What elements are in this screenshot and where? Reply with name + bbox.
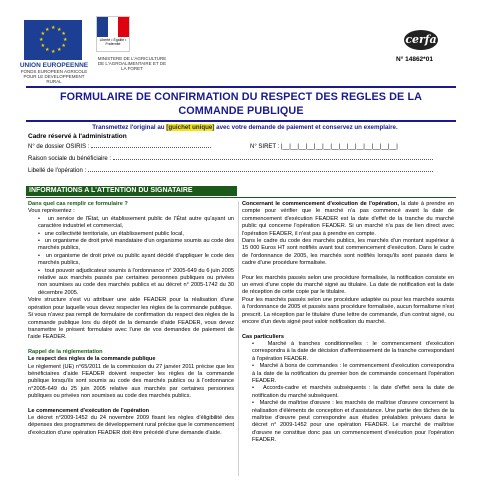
admin-reserved-box [28,133,456,181]
transmit-instruction [30,124,460,131]
guichet-unique-highlight: [guichet unique] [166,124,215,131]
eu-label-block [18,62,90,84]
list-item: • une collectivité territoriale, un établissement public local, [38,230,184,237]
eu-star-icon: ★ [51,49,56,55]
siret-boxes[interactable]: |__|__|__|__|__|__|__|__|__|__|__|__|__|__| [280,144,398,150]
rappel-heading: Rappel de la réglementation [28,348,103,355]
dossier-label: N° de dossier OSIRIS : [28,144,92,150]
ministry-label: MINISTERE DE L'AGRICULTURE DE L'AGROALIMENTAIRE ET DE LA FORET [97,56,167,71]
info-section-heading: INFORMATIONS A L'ATTENTION DU SIGNATAIRE [26,186,237,196]
info-section-rule [26,197,456,198]
admin-heading: Cadre réservé à l'administration [28,133,127,140]
siret-label: N° SIRET : [250,144,281,150]
list-item: • tout pouvoir adjudicateur soumis à l'ordonnance n° 2005-649 du 6 juin 2005 relative aux marchés passés par certaines personnes publiques ou privées non soumises au code des marchés publics et au décret n° 2005-1742 du 30 décembre 2005. [38,267,234,296]
list-item: • un organisme de droit privé mandataire d'un organisme soumis au code des marchés publics, [38,238,234,252]
question-heading: Dans quel cas remplir ce formulaire ? [28,201,128,207]
title-rule-bottom [26,120,456,122]
list-item: • un organisme de droit privé ou public ayant décidé d'appliquer le code des marchés publics, [38,252,234,267]
paragraph: Concernant le commencement d'exécution de l'opération, la date à prendre en compte pour vérifier que le marché n'a pas commencé avant la date de commencement d'exécution FEADER est la date d'effet de la tranche du marché public qui concerne l'opération FEADER. Si un marché n'a pas de lien direct avec l'opération FEADER, il n'est pas à prendre en compte. [242,201,454,237]
eu-star-icon: ★ [61,43,66,49]
raison-field[interactable] [113,159,433,160]
vous-representez: Vous représentez : [28,208,75,215]
dossier-line [28,144,211,150]
cerfa-logo: cerfa [404,30,438,50]
eu-star-icon: ★ [39,37,44,43]
siret-line [250,144,398,150]
paragraph: Dans le cadre du code des marchés publics, les marchés d'un montant supérieur à 15 000 Euros HT sont notifiés avant tout commencement d'exécution. Dans le cadre de l'ordonnance de 2005, les marchés sont notifiés lorsqu'ils sont passés dans le cadre d'une procédure formalisée. [242,238,454,267]
respect-subheading: Le respect des règles de la commande publique [28,356,156,363]
paragraph: Pour les marchés passés selon une procédure adaptée ou pour les marchés soumis à l'ordonnance de 2005 et passés sans procédure formalisée, aucun formalisme n'est prescrit. La réception par le titulaire d'une lettre de commande, d'un contrat signé, ou encore d'un devis signé peut valoir notification du marché. [242,296,454,326]
info-left-column [28,201,234,437]
dossier-field[interactable] [91,147,211,148]
paragraph: Votre structure s'est vu attribuer une aide FEADER pour la réalisation d'une opération pour laquelle vous devez respecter les règles de la commande publique. [28,297,234,311]
paragraph: Si vous n'avez pas rempli de formulaire de confirmation du respect des règles de la commande publique lors du dépôt de la demande d'aide FEADER, vous devez transmettre le présent formulaire avec l'une de vos demandes de paiement de l'aide FEADER. [28,312,234,341]
eu-star-icon: ★ [61,31,66,37]
eu-star-icon: ★ [51,25,56,31]
title-rule-top [26,86,456,88]
eu-star-icon: ★ [40,31,46,37]
commencement-subheading: Le commencement d'exécution de l'opération [28,407,150,414]
republique-francaise-logo [96,16,130,52]
list-item: • Marché de maîtrise d'œuvre : les marchés de maîtrise d'œuvre concernent la réalisation d'éléments de conception et d'assistance. Une partie des tâches de la maîtrise d'œuvre peut correspondre aux études préalables prévues dans le décret n° 2009-1452 pour une opération FEADER. Le marché de maîtrise d'œuvre ne constitue donc pas un commencement d'exécution pour l'opération FEADER. [252,400,454,444]
cerfa-number: N° 14862*01 [396,56,433,63]
info-right-column [242,201,454,445]
transmit-pre: Transmettez l'original au [92,124,167,131]
list-item: • Marché à bons de commandes : le commencement d'exécution correspondra à la date de la notification du premier bon de commande concernant l'opération FEADER. [252,363,454,384]
transmit-post: avec votre demande de paiement et conservez un exemplaire. [214,124,398,131]
column-separator [238,201,239,476]
eu-flag-logo [24,20,82,60]
eu-star-icon: ★ [57,47,62,54]
rf-motto: Liberté • Égalité • Fraternité [99,38,127,46]
eu-star-icon: ★ [45,26,50,33]
libelle-label: Libellé de l'opération : [28,168,88,174]
paragraph: Le décret n°2009-1452 du 24 novembre 2009 fixant les règles d'éligibilité des dépenses des programmes de développement rural précise que le commencement d'exécution d'une opération FEADER doit être précédé d'une demande d'aide. [28,414,234,436]
form-title: FORMULAIRE DE CONFIRMATION DU RESPECT DES REGLES DE LA COMMANDE PUBLIQUE [59,91,423,117]
raison-label: Raison sociale du bénéficiaire : [28,156,113,162]
paragraph: Pour les marchés passés selon une procédure formalisée, la notification consiste en un envoi d'une copie du marché signé au titulaire. La date de notification est la date de réception de cette copie par le titulaire. [242,274,454,296]
eu-star-icon: ★ [40,43,46,49]
raison-line [28,156,433,162]
eu-star-icon: ★ [63,37,68,43]
libelle-line [28,168,433,174]
paragraph: Le règlement (UE) n°65/2011 de la commission du 27 janvier 2011 précise que les bénéficiaires d'aide FEADER doivent respecter les règles de la commande publique lorsqu'ils sont soumis au code des marchés publics ou à l'ordonnance n°2005-649 du 25 juin 2005 relative aux marchés par certaines personnes publiques ou privées non soumises au code des marchés publics. [28,363,234,400]
libelle-field[interactable] [88,171,433,172]
eu-sublabel: FONDS EUROPEEN AGRICOLE POUR LE DEVELOPPEMENT RURAL [20,69,88,84]
list-item: • Accords-cadre et marchés subséquents : la date d'effet sera la date de notification du marché subséquent. [252,385,454,399]
cas-particuliers-heading: Cas particuliers [242,333,284,340]
eu-star-icon: ★ [57,26,62,33]
list-item: • un service de l'État, un établissement public de l'État autre qu'ayant un caractère industriel et commercial, [38,215,234,230]
eu-label: UNION EUROPEENNE [19,62,89,69]
list-item: • Marché à tranches conditionnelles : le commencement d'exécution correspondra à la date de décision d'affermissement de la tranche correspondant à l'opération FEADER. [252,340,455,362]
eu-star-icon: ★ [45,47,50,54]
